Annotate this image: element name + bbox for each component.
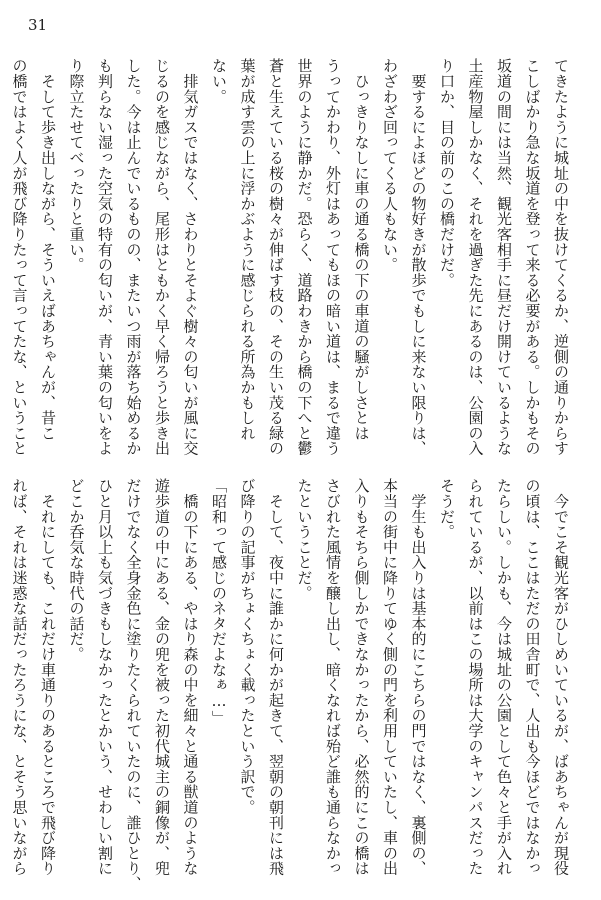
text-line: した。今は止んでいるものの、またいつ雨が落ち始めるか bbox=[124, 58, 143, 456]
text-line: 要するによほどの物好きが散歩でもしに来ない限りは、 bbox=[409, 58, 428, 456]
text-line: てきたように城址の中を抜けてくるか、逆側の通りからす bbox=[552, 58, 570, 456]
text-line: 坂道の間には当然、観光客相手に昼だけ開けているような bbox=[495, 58, 513, 456]
text-line: り際立たせてべったりと重い。 bbox=[67, 58, 86, 273]
text-line: そうだ。 bbox=[438, 478, 456, 540]
text-line: どこか呑気な時代の話だ。 bbox=[67, 478, 86, 662]
text-line: 葉が成す雲の上に浮かぶように感じられる所為かもしれ bbox=[238, 58, 257, 441]
text-line: うってかわり、外灯はあってもほの暗い道は、まるで違う bbox=[324, 58, 342, 456]
text-line: られているが、以前はこの場所は大学のキャンパスだった bbox=[466, 478, 485, 876]
text-line: 世界のように静かだ。恐らく、道路わきから橋の下へと鬱 bbox=[295, 58, 314, 456]
text-line: 本当の街中に降りてゆく側の門を利用していたし、車の出 bbox=[381, 478, 399, 876]
text-line: ひと月以上も気づきもしなかったとかいう、せわしい割に bbox=[96, 478, 114, 876]
text-line: たらしい。しかも、今は城址の公園として色々と手が入れ bbox=[495, 478, 513, 876]
text-line: そして、夜中に誰かに何かが起きて、翌朝の朝刊には飛 bbox=[267, 478, 285, 876]
text-line: 「昭和って感じのネタだよなぁ…」 bbox=[210, 478, 228, 726]
text-line: ひっきりなしに車の通る橋の下の車道の騒がしさとは bbox=[352, 58, 371, 441]
text-line: も判らない湿った空気の特有の匂いが、青い葉の匂いをよ bbox=[96, 58, 114, 456]
page-number: 31 bbox=[28, 16, 48, 34]
text-block-upper bbox=[10, 58, 575, 456]
text-line: 遊歩道の中にある、金の兜を被った初代城主の銅像が、兜 bbox=[153, 478, 171, 876]
text-line: り口か、目の前のこの橋だけだ。 bbox=[438, 58, 456, 288]
text-line: たということだ。 bbox=[295, 478, 314, 601]
text-line: だけでなく全身金色に塗りたくられていたのに、誰ひとり、 bbox=[124, 478, 143, 892]
text-block-lower bbox=[10, 478, 575, 892]
text-line: こしばかり急な坂道を登って来る必要がある。しかもその bbox=[523, 58, 542, 456]
text-line: じるのを感じながら、尾形はともかく早く帰ろうと歩き出 bbox=[153, 58, 171, 456]
text-line: わざわざ回ってくる人もない。 bbox=[381, 58, 399, 273]
text-line: そして歩き出しながら、そういえばあちゃんが、昔こ bbox=[39, 58, 57, 441]
text-line: び降りの記事がちょくちょく載ったという訳で。 bbox=[238, 478, 257, 815]
text-line: さびれた風情を醸し出し、暗くなれば殆ど誰も通らなかっ bbox=[324, 478, 342, 876]
text-line: の橋ではよく人が飛び降りたって言ってたな、ということ bbox=[10, 58, 29, 456]
text-line: の頃は、ここはただの田舎町で、人出も今ほどではなかっ bbox=[523, 478, 542, 876]
text-line: 排気ガスではなく、さわりとそよぐ樹々の匂いが風に交 bbox=[181, 58, 200, 456]
text-line: 土産物屋しかなく、それを過ぎた先にあるのは、公園の入 bbox=[466, 58, 485, 456]
text-line: ない。 bbox=[210, 58, 228, 104]
text-line: 入りもそちら側しかできなかったから、必然的にこの橋は bbox=[352, 478, 371, 876]
text-line: 今でこそ観光客がひしめいているが、ばあちゃんが現役 bbox=[552, 478, 570, 876]
text-line: 橋の下にある、やはり森の中を細々と通る獣道のような bbox=[181, 478, 200, 876]
text-line: それにしても、これだけ車通りのあるところで飛び降り bbox=[39, 478, 57, 876]
text-line: 蒼と生えている桜の樹々が伸ばす枝の、その生い茂る緑の bbox=[267, 58, 285, 456]
text-line: 学生も出入りは基本的にこちらの門ではなく、裏側の、 bbox=[409, 478, 428, 876]
text-line: れば、それは迷惑な話だったろうにな、とそう思いながら bbox=[10, 478, 29, 876]
